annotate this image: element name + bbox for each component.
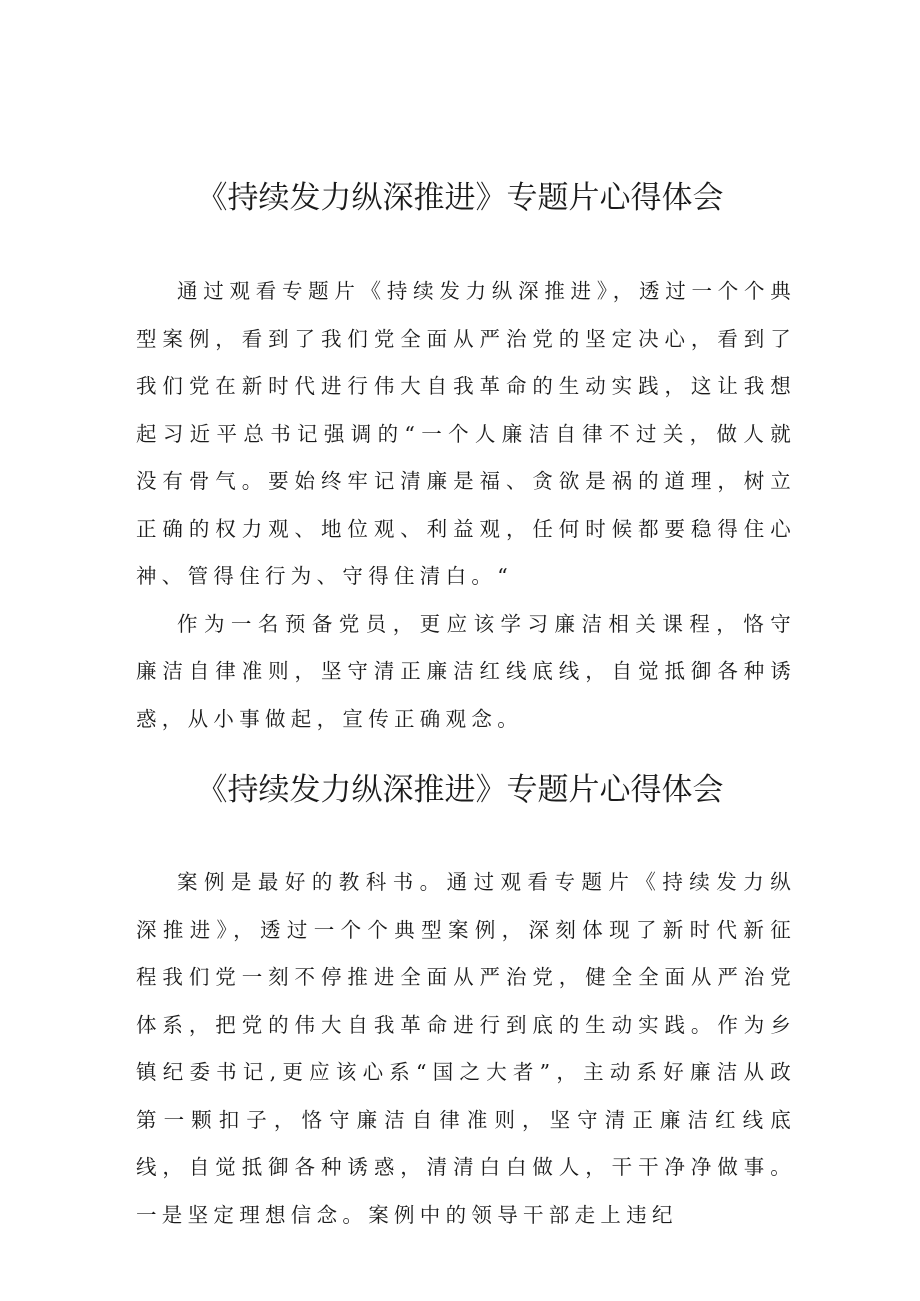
section-1-body	[136, 268, 796, 743]
section-1-paragraph-1: 通过观看专题片《持续发力纵深推进》，透过一个个典型案例，看到了我们党全面从严治党的坚定决心，看到了我们党在新时代进行伟大自我革命的生动实践，这让我想起习近平总书记强调的“一个人廉洁自律不过关，做人就没有骨气。要始终牢记清廉是福、贪欲是祸的道理，树立正确的权力观、地位观、利益观，任何时候都要稳得住心神、管得住行为、守得住清白。“	[136, 279, 796, 588]
section-1-paragraph-2: 作为一名预备党员，更应该学习廉洁相关课程，恪守廉洁自律准则，坚守清正廉洁红线底线，自觉抵御各种诱惑，从小事做起，宣传正确观念。	[136, 611, 796, 731]
section-2-body	[136, 859, 796, 1239]
section-2-title: 《持续发力纵深推进》专题片心得体会	[196, 772, 724, 808]
section-1-title: 《持续发力纵深推进》专题片心得体会	[196, 180, 724, 216]
section-2-paragraph-1: 案例是最好的教科书。通过观看专题片《持续发力纵深推进》，透过一个个典型案例，深刻体现了新时代新征程我们党一刻不停推进全面从严治党，健全全面从严治党体系，把党的伟大自我革命进行到底的生动实践。作为乡镇纪委书记,更应该心系“国之大者”，主动系好廉洁从政第一颗扣子，恪守廉洁自律准则，坚守清正廉洁红线底线，自觉抵御各种诱惑，清清白白做人，干干净净做事。一是坚定理想信念。案例中的领导干部走上违纪	[136, 870, 796, 1227]
